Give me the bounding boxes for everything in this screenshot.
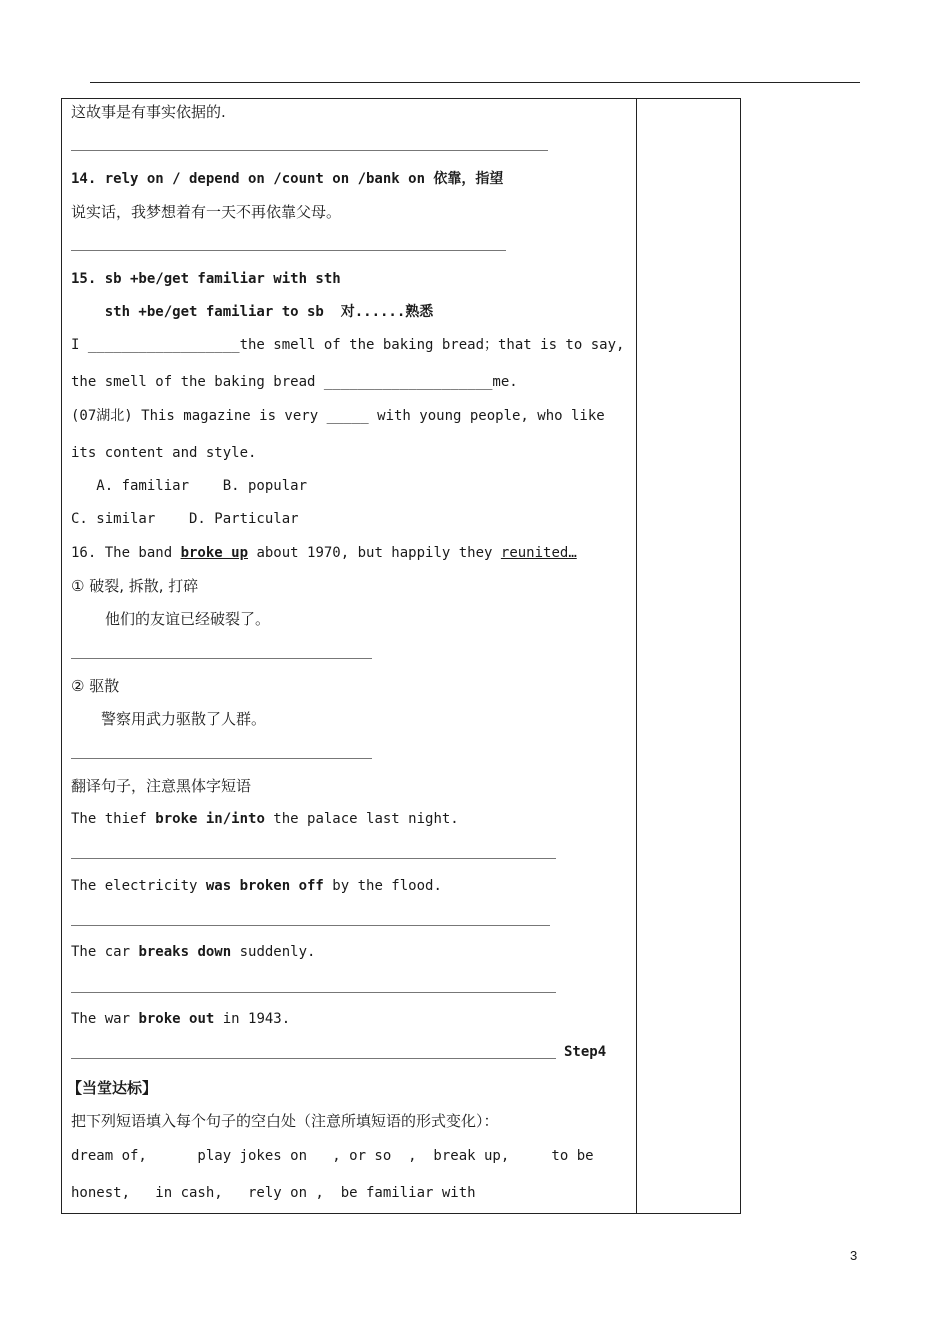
text-run: 16. The band bbox=[71, 545, 181, 561]
exercise-line: the smell of the baking bread ____________________me. bbox=[71, 374, 518, 390]
text-run: the palace last night. bbox=[264, 811, 459, 827]
text-run: The electricity bbox=[71, 878, 206, 894]
text-run: The war bbox=[71, 1011, 139, 1027]
step-label: Step4 bbox=[564, 1044, 607, 1060]
page-number: 3 bbox=[850, 1248, 858, 1263]
header-rule bbox=[90, 82, 860, 83]
text-run: by the flood. bbox=[323, 878, 442, 894]
exercise-line: its content and style. bbox=[71, 445, 257, 461]
answer-blank bbox=[71, 1058, 556, 1059]
text-run: about 1970, but happily they bbox=[248, 545, 501, 561]
answer-blank bbox=[71, 150, 548, 151]
instruction: 翻译句子，注意黑体字短语 bbox=[71, 777, 252, 795]
option-line: A. familiar B. popular bbox=[71, 478, 308, 494]
section-heading: 【当堂达标】 bbox=[67, 1079, 158, 1097]
phrase-heading-15: 15. sb +be/get familiar with sth bbox=[71, 271, 341, 287]
phrase-bank: honest, in cash, rely on , be familiar with bbox=[71, 1185, 476, 1201]
text-run: suddenly. bbox=[231, 944, 316, 960]
meaning-item: ② 驱散 bbox=[71, 677, 120, 695]
sentence-prompt: 这故事是有事实依据的. bbox=[71, 103, 226, 121]
key-phrase: was broken off bbox=[205, 878, 324, 894]
column-divider bbox=[636, 98, 637, 1214]
key-phrase: broke up bbox=[180, 545, 249, 561]
answer-blank bbox=[71, 658, 372, 659]
sentence-prompt: 警察用武力驱散了人群。 bbox=[101, 710, 267, 728]
exercise-line bbox=[71, 1009, 290, 1029]
key-phrase: breaks down bbox=[138, 944, 232, 960]
phrase-bank: dream of, play jokes on , or so , break up, to be bbox=[71, 1148, 594, 1164]
table-frame bbox=[61, 98, 741, 1214]
text-run: in 1943. bbox=[214, 1011, 291, 1027]
answer-blank bbox=[71, 858, 556, 859]
option-line: C. similar D. Particular bbox=[71, 511, 299, 527]
text-run: The thief bbox=[71, 811, 156, 827]
sentence-prompt: 说实话，我梦想着有一天不再依靠父母。 bbox=[71, 203, 342, 221]
exercise-line bbox=[71, 876, 442, 896]
answer-blank bbox=[71, 992, 556, 993]
phrase-heading-14: 14. rely on / depend on /count on /bank on 依靠，指望 bbox=[71, 171, 504, 187]
answer-blank bbox=[71, 758, 372, 759]
exercise-line bbox=[71, 942, 315, 962]
exercise-line bbox=[71, 809, 459, 829]
meaning-item: ① 破裂, 拆散, 打碎 bbox=[71, 577, 199, 595]
exercise-line: I __________________the smell of the baking bread；that is to say, bbox=[71, 337, 625, 353]
exercise-line: (07湖北) This magazine is very _____ with young people, who like bbox=[71, 408, 605, 424]
instruction: 把下列短语填入每个句子的空白处（注意所填短语的形式变化）： bbox=[71, 1112, 499, 1130]
sentence-prompt: 他们的友谊已经破裂了。 bbox=[105, 610, 271, 628]
key-phrase: broke in/into bbox=[155, 811, 265, 827]
key-phrase: broke out bbox=[138, 1011, 215, 1027]
key-phrase: reunited… bbox=[500, 545, 577, 561]
phrase-heading-15b: sth +be/get familiar to sb 对......熟悉 bbox=[71, 304, 434, 320]
answer-blank bbox=[71, 250, 506, 251]
answer-blank bbox=[71, 925, 550, 926]
text-run: The car bbox=[71, 944, 139, 960]
phrase-heading-16 bbox=[71, 543, 577, 563]
